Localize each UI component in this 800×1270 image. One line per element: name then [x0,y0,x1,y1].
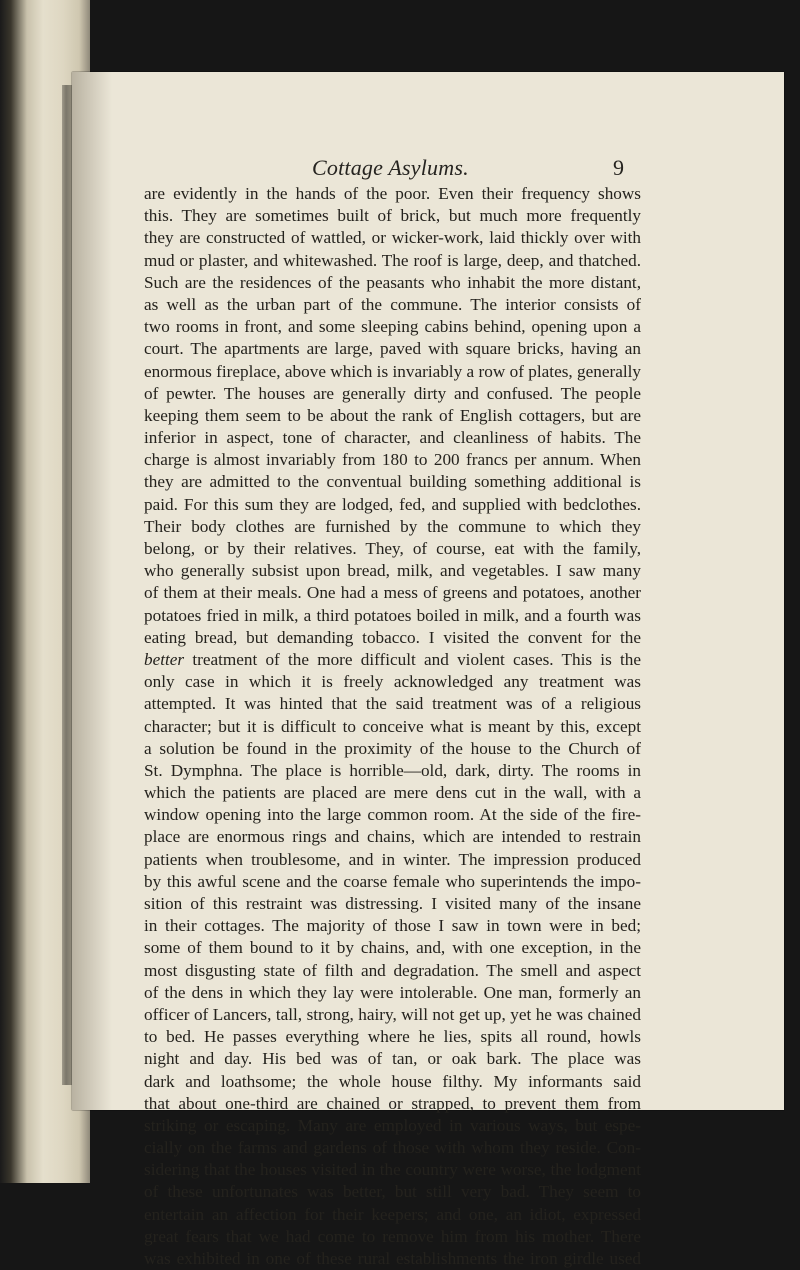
text-line-with-italic [144,649,641,671]
text-line: which the patients are placed are mere dens cut in the wall, with a [144,783,641,803]
text-line: of the dens in which they lay were intolerable. One man, formerly an [144,982,641,1002]
text-line: inferior in aspect, tone of character, and cleanliness of habits. The [144,428,641,448]
running-header [0,155,800,181]
text-line: cially on the farms and gardens of those with whom they reside. Con- [144,1138,641,1158]
text-line: only case in which it is freely acknowledged any treatment was [144,672,641,692]
text-line: charge is almost invariably from 180 to 200 francs per annum. When [144,450,641,470]
italic-word: better [144,649,185,669]
text-line: a solution be found in the proximity of the house to the Church of [144,738,641,758]
text-line: they are constructed of wattled, or wicker-work, laid thickly over with [144,228,641,248]
text-line: keeping them seem to be about the rank of English cottagers, but are [144,405,641,425]
text-line: attempted. It was hinted that the said treatment was of a religious [144,694,641,714]
text-line: two rooms in front, and some sleeping cabins behind, opening upon a [144,317,641,337]
text-line: this. They are sometimes built of brick, but much more frequently [144,206,641,226]
text-line: to bed. He passes everything where he lies, spits all round, howls [144,1027,641,1047]
text-line: of them at their meals. One had a mess of greens and potatoes, another [144,583,641,603]
text-line: Their body clothes are furnished by the commune to which they [144,516,641,536]
text-line: potatoes fried in milk, a third potatoes boiled in milk, and a fourth was [144,605,641,625]
text-line: sition of this restraint was distressing. I visited many of the insane [144,894,641,913]
text-line: place are enormous rings and chains, which are intended to restrain [144,827,641,847]
text-line: that about one-third are chained or strapped, to prevent them from [144,1093,641,1113]
page-gutter-shade [72,72,112,1110]
text-line: was exhibited in one of these rural establishments the iron girdle used [144,1249,641,1268]
text-line: St. Dymphna. The place is horrible—old, dark, dirty. The rooms in [144,760,641,780]
text-line: who generally subsist upon bread, milk, and vegetables. I saw many [144,561,641,581]
text-line: patients when troublesome, and in winter. The impression produced [144,849,641,869]
text-line: paid. For this sum they are lodged, fed, and supplied with bedclothes. [144,494,641,514]
text-line: of pewter. The houses are generally dirty and confused. The people [144,383,641,403]
text-line: officer of Lancers, tall, strong, hairy, will not get up, yet he was chained [144,1004,641,1024]
text-line: in their cottages. The majority of those I saw in town were in bed; [144,916,641,936]
text-line: character; but it is difficult to conceive what is meant by this, except [144,716,641,736]
text-line: by this awful scene and the coarse female who superintends the impo- [144,871,641,891]
text-line: window opening into the large common room. At the side of the fire- [144,805,641,825]
page-number: 9 [613,155,624,180]
text-line: sidering that the houses visited in the country were worse, the lodgment [144,1160,641,1180]
text-line: eating bread, but demanding tobacco. I visited the convent for the [144,627,641,647]
text-line: they are admitted to the conventual building something additional is [144,472,641,492]
chapter-title: Cottage Asylums. [312,155,469,180]
text-line: Such are the residences of the peasants who inhabit the more distant, [144,272,641,292]
text-line: some of them bound to it by chains, and, with one exception, in the [144,938,641,958]
text-line: night and day. His bed was of tan, or oak bark. The place was [144,1049,641,1069]
text-line: are evidently in the hands of the poor. Even their frequency shows [144,184,641,203]
text-line: dark and loathsome; the whole house filthy. My informants said [144,1071,641,1091]
text-line: belong, or by their relatives. They, of course, eat with the family, [144,539,641,558]
text-line: enormous fireplace, above which is invariably a row of plates, generally [144,361,641,381]
text-line: court. The apartments are large, paved with square bricks, having an [144,339,641,359]
gutter-shadow [62,85,72,1085]
text-line: as well as the urban part of the commune. The interior consists of [144,294,641,314]
text-line: entertain an affection for their keepers; and one, an idiot, expressed [144,1204,641,1224]
text-line: mud or plaster, and whitewashed. The roof is large, deep, and thatched. [144,250,641,270]
text-line: most disgusting state of filth and degradation. The smell and aspect [144,960,641,980]
text-line: great fears that we had come to remove him from his mother. There [144,1226,641,1246]
text-line-rest: treatment of the more difficult and violent cases. This is the [184,649,641,669]
text-line: striking or escaping. Many are employed in various ways, but espe- [144,1115,641,1135]
body-text [144,183,641,1270]
text-line: of these unfortunates was better, but still very bad. They seem to [144,1182,641,1202]
